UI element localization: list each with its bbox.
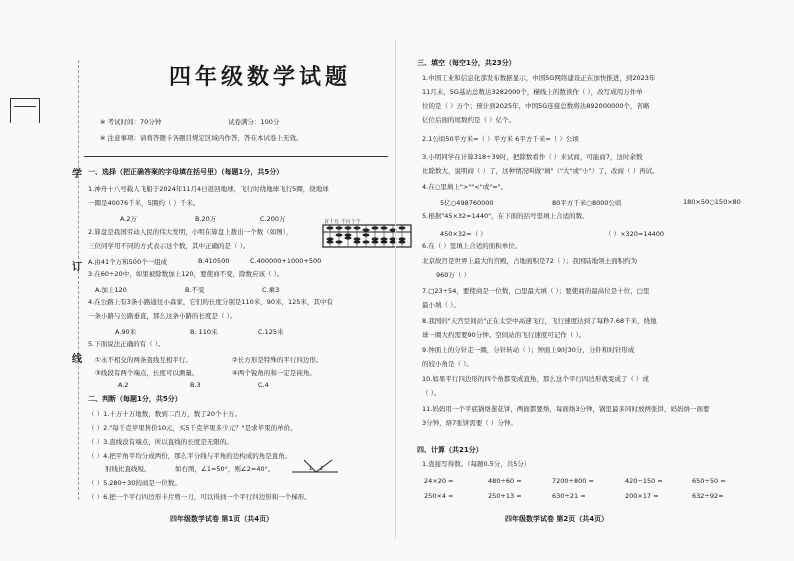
fill-1-line2: 11月末，5G基站总数达3282000个，横线上的数读作（ ），改写成用万作单 <box>422 88 643 96</box>
fill-1-line1: 1.中国工业和信息化部发布数据显示，中国5G网络建设正在加快推进，到2023年 <box>422 74 656 82</box>
calc-item: 250+13 = <box>488 492 522 500</box>
binding-char-2: 订 <box>72 262 82 273</box>
q5-option-c: C.4 <box>258 381 269 389</box>
section-4-heading: 四、计算（共21分） <box>417 446 483 454</box>
fill-4-b: 80平方千米○8000公顷 <box>552 199 622 207</box>
q5-option-a: A.2 <box>118 381 129 389</box>
q3-line1: 3.在60÷20中，如果被除数加上120，要使商不变，除数应该（ ）。 <box>88 270 284 278</box>
q1-line1: 1.神舟十八号载人飞船于2024年11月4日返回地球，飞行时绕地球飞行5圈，绕地球 <box>88 185 329 193</box>
judge-1: （ ）1.十万十万地数，数到二百万，数了20个十万。 <box>88 410 242 418</box>
q4-option-a: A.90米 <box>115 328 137 336</box>
fill-3-line2: 比除数大，说明商（ ）了，这种情况叫做"填"（"大"或"小"）了，改商（ ）再试。 <box>422 167 659 175</box>
fill-7-line1: 7.□23÷54，要使商是一位数，□里最大填（ ）；要使商的最高位是十位，□里 <box>422 287 650 295</box>
calc-item: 7200÷800 = <box>552 477 594 485</box>
binding-char-1: 学 <box>72 169 82 180</box>
judge-3: （ ）3.直线没有端点，所以直线的长度是无限的。 <box>88 438 233 446</box>
q3-option-a: A.加上120 <box>95 286 127 294</box>
fill-5-b: （ ）×320=14400 <box>605 230 665 238</box>
page-1-footer: 四年级数学试卷 第1页（共4页） <box>170 515 274 523</box>
judge-2: （ ）2."每千克苹果售价10元，买5千克苹果多少元？"是求苹果的单价。 <box>88 424 297 432</box>
fill-10-line2: （ ）。 <box>422 389 441 397</box>
page-2-footer: 四年级数学试卷 第2页（共4页） <box>505 515 609 523</box>
calc-item: 480÷60 = <box>488 477 522 485</box>
fill-7-line2: 最小填（ ）。 <box>422 301 460 309</box>
binding-line <box>78 60 79 500</box>
fill-11-line1: 11.妈妈用一个平底锅烙葱花饼，两面都要烙，每面烙3分钟，锅里最多同时放两张饼，妈妈烙一面要 <box>422 405 710 413</box>
judge-6: （ ）6.把一个平行四边形卡片剪一刀，可以得到一个平行四边形和一个梯形。 <box>88 493 311 501</box>
fill-1-line4: 亿位后面的尾数约是（ ）亿个。 <box>422 116 516 124</box>
binding-char-3: 线 <box>72 354 82 365</box>
q2-option-b: B.410500 <box>198 257 230 265</box>
fill-9-line2: 的较小角是（ ）。 <box>422 360 473 368</box>
svg-text:2: 2 <box>320 466 324 472</box>
q3-option-c: C.乘3 <box>262 286 280 294</box>
fill-3-line1: 3.小明同学在计算318÷39时，把除数看作（ ）来试商，可能商7，这时余数 <box>422 153 643 161</box>
page-2 <box>400 0 794 561</box>
fill-5: 5.根据"45×32=1440"，在下面的括号里填上合适的数。 <box>422 212 589 220</box>
q5-statement-2: ②长方形是特殊的平行四边形。 <box>232 356 323 364</box>
header-rule <box>84 156 388 157</box>
svg-text:1: 1 <box>309 466 313 472</box>
calc-item: 24×20 = <box>424 477 454 485</box>
q5-option-b: B.3 <box>190 381 201 389</box>
q4-option-c: C.125米 <box>258 328 284 336</box>
calc-item: 420−150 = <box>625 477 663 485</box>
q4-line2: 一条小路与公路垂直，那么这条小路的长度是（ ）。 <box>88 312 237 320</box>
q5-statement-4: ④两个锐角的和一定是钝角。 <box>232 369 316 377</box>
fill-4: 4.在○里填上">""<"或"="。 <box>422 183 508 191</box>
q2-option-c: C.400000+1000+500 <box>250 257 322 265</box>
fill-4-a: 5亿○498760000 <box>440 199 494 207</box>
q3-option-b: B.不变 <box>185 286 205 294</box>
q4-line1: 4.在公路上有3条小路通往小森家，它们的长度分别是110米，90米，125米，其中有 <box>88 298 333 306</box>
q1-option-a: A.2万 <box>120 215 138 223</box>
judge-5: （ ）5.280÷30的商是一位数。 <box>88 479 181 487</box>
fill-2: 2.1公顷50平方米=（ ）平方米 6平方千米=（ ）公顷 <box>422 135 579 143</box>
q5-statement-1: ①永不相交的两条直线互相平行。 <box>95 356 192 364</box>
fill-6-line2: 北京故宫是世界上最大的宫殿，占地面积是72（ ）；我国陆地领土面积约为 <box>422 257 638 265</box>
judge-4: （ ）4.把平角平均分成两份，那么平分线与平角的边构成的角是直角。 <box>88 452 292 460</box>
judge-4-line2: 射线比直线短。 <box>105 465 151 473</box>
q2-line2: 三位同学用不同的方式表示这个数，其中正确的是（ ）。 <box>88 242 250 250</box>
page-divider <box>395 40 396 540</box>
abacus-icon <box>322 224 412 248</box>
judge-4-line3: 如右图，∠1=50°，则∠2=40°。 <box>175 465 275 473</box>
fill-6-line1: 6.在（ ）里填上合适的面积单位。 <box>422 242 522 250</box>
q1-option-c: C.200万 <box>260 215 286 223</box>
section-2-heading: 二、判断（每题1分，共5分） <box>88 395 182 403</box>
q2-line1: 2.算盘是我国劳动人民的伟大发明，小明在算盘上拨出一个数（如图）， <box>88 228 293 236</box>
q2-option-a: A.由41个万和500个一组成 <box>88 258 168 266</box>
calc-item: 250×4 = <box>424 492 454 500</box>
corner-mark <box>10 98 40 123</box>
q5-line1: 5.下面说法正确的有（ ）。 <box>88 340 165 348</box>
q4-option-b: B. 110米 <box>190 328 218 336</box>
fill-4-c: 180×50○150×80 <box>683 198 741 206</box>
fill-1-line3: 位的是（ ）万个；预计到2025年，中国5G连接总数将达892000000个，省略 <box>422 102 650 110</box>
notice: ※ 注意事项：请将答题卡各题目规定区域内作答，答在本试卷上无效。 <box>100 134 303 142</box>
fill-11-line2: 3分钟，烙7张饼需要（ ）分钟。 <box>422 419 517 427</box>
section-3-heading: 三、填空（每空1分，共23分） <box>417 59 516 67</box>
calc-item: 200×17 = <box>625 492 659 500</box>
fill-8-line1: 8.我国的"天宫空间站"正在太空中高速飞行，飞行速度达到了每秒7.68千米，绕地 <box>422 317 657 325</box>
calc-item: 632÷92≈ <box>692 492 724 500</box>
abacus-figure <box>322 218 412 248</box>
corner-mark-line <box>14 106 36 107</box>
page-title: 四年级数学试题 <box>168 64 351 90</box>
page-1 <box>0 0 395 561</box>
fill-10-line1: 10.如果平行四边形的四个角都变成直角，那么这个平行四边形就变成了（ ）或 <box>422 375 649 383</box>
q1-option-b: B.20万 <box>195 215 217 223</box>
full-score: 试卷满分：100分 <box>228 118 280 126</box>
abacus-label: 百十万 千百十个 <box>324 219 361 225</box>
fill-6-line3: 960万（ ） <box>436 271 470 279</box>
q5-statement-3: ③线段有两个端点，长度可以测量。 <box>95 369 199 377</box>
fill-8-line2: 球一圈大约需要90分钟。空间站的飞行速度可记作（ ）。 <box>422 331 586 339</box>
q1-line2: 一圈是40076千米，5圈约（ ）千米。 <box>88 199 200 207</box>
section-1-heading: 一、选择（把正确答案的字母填在括号里）（每题1分，共5分） <box>88 168 284 176</box>
angle-figure-icon <box>290 458 340 474</box>
calc-item: 650÷50 = <box>692 477 726 485</box>
fill-9-line1: 9.钟面上的分针走一圈，分针转动（ ）；钟面上9时30分，分针和时针形成 <box>422 346 635 354</box>
calc-title: 1.直接写得数。（每题0.5分，共5分） <box>422 460 531 468</box>
calc-item: 630÷21 = <box>552 492 586 500</box>
fill-5-a: 450×32=（ ） <box>440 230 487 238</box>
exam-time: ※ 考试时间：70分钟 <box>100 118 162 126</box>
